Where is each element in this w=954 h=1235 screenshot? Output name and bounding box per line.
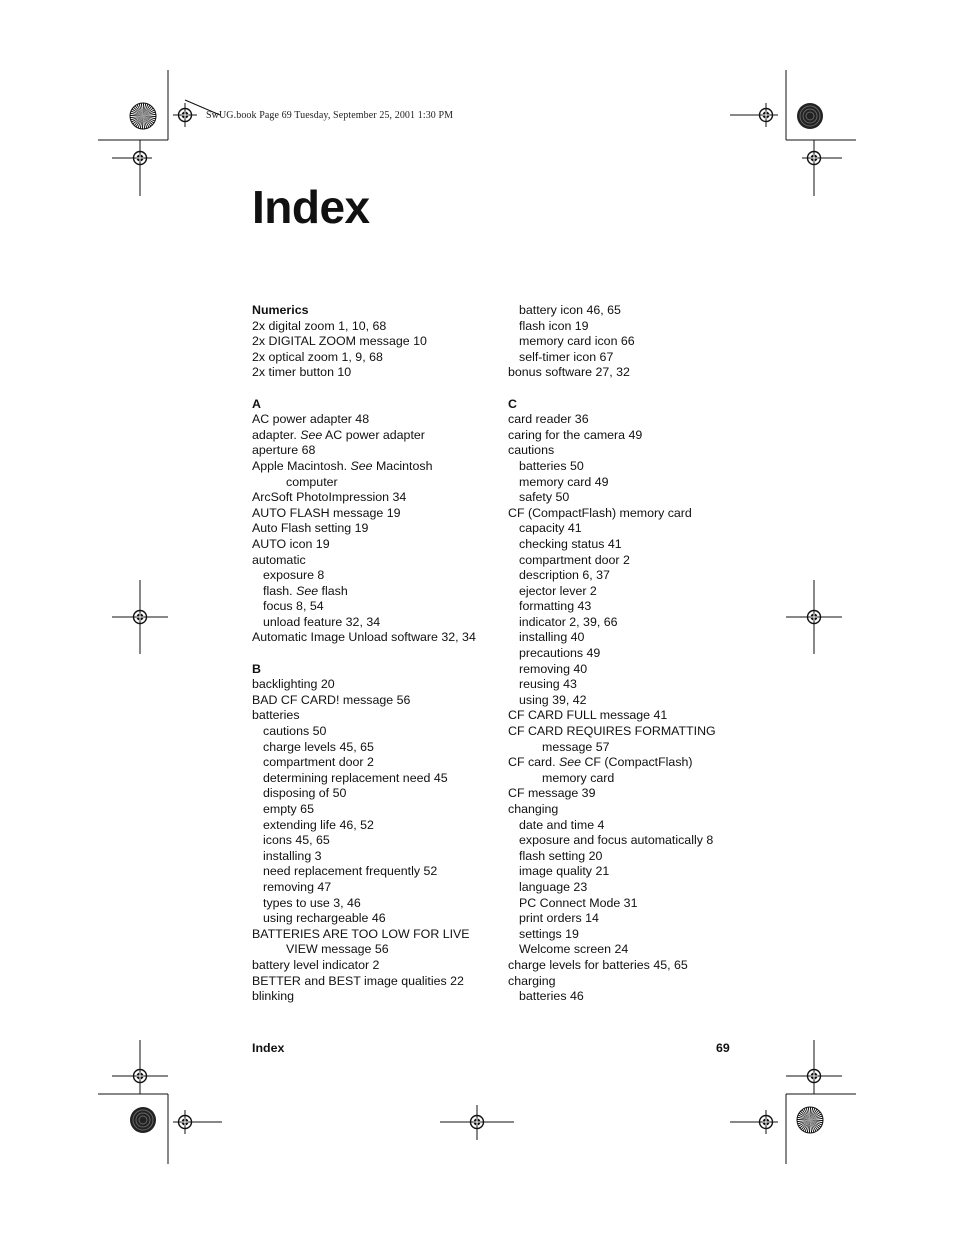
index-entry-continuation: memory card	[542, 770, 615, 785]
index-subentry: language 23	[519, 879, 588, 894]
index-subentry: using rechargeable 46	[263, 911, 386, 926]
index-subentry: unload feature 32, 34	[263, 614, 381, 629]
gray-dial-icon	[797, 103, 823, 129]
index-entry-text: flash	[318, 583, 348, 598]
index-entry: caring for the camera 49	[508, 427, 643, 442]
index-subentry	[252, 584, 502, 600]
index-entry: CF (CompactFlash) memory card	[508, 505, 692, 520]
index-entry: AUTO icon 19	[252, 536, 330, 551]
index-entry: battery level indicator 2	[252, 957, 380, 972]
index-entry	[508, 755, 748, 771]
section-gap	[252, 381, 502, 397]
index-subentry: batteries 46	[519, 989, 584, 1004]
registration-target-icon	[128, 605, 152, 629]
index-subentry: flash setting 20	[519, 848, 603, 863]
registration-target-icon	[173, 1110, 197, 1134]
index-entry: charge levels for batteries 45, 65	[508, 957, 688, 972]
index-entry-text: flash.	[263, 583, 297, 598]
index-subentry: flash icon 19	[519, 318, 589, 333]
index-subentry: exposure 8	[263, 568, 325, 583]
index-section-heading: B	[252, 661, 261, 676]
index-subentry: memory card icon 66	[519, 334, 635, 349]
cross-reference-see: See	[558, 755, 581, 770]
index-entry: changing	[508, 802, 559, 816]
index-entry: BAD CF CARD! message 56	[252, 692, 411, 707]
cross-reference-see: See	[296, 583, 319, 598]
index-entry: automatic	[252, 552, 306, 567]
index-section-heading: A	[252, 396, 261, 411]
index-entry-text: Macintosh	[372, 458, 433, 473]
index-subentry: ejector lever 2	[519, 583, 597, 598]
index-subentry: batteries 50	[519, 458, 584, 473]
registration-target-icon	[802, 1064, 826, 1088]
index-entry: BETTER and BEST image qualities 22	[252, 973, 464, 988]
cross-reference-see: See	[350, 458, 373, 473]
section-gap	[508, 381, 748, 397]
index-subentry: print orders 14	[519, 911, 599, 926]
registration-target-icon	[128, 1064, 152, 1088]
index-entry: CF CARD FULL message 41	[508, 708, 668, 723]
index-subentry: battery icon 46, 65	[519, 303, 621, 317]
index-subentry: capacity 41	[519, 521, 582, 536]
index-subentry: indicator 2, 39, 66	[519, 614, 618, 629]
index-subentry: self-timer icon 67	[519, 349, 614, 364]
color-starburst-icon	[797, 1107, 823, 1133]
index-subentry: installing 40	[519, 630, 585, 645]
cross-reference-see: See	[300, 427, 323, 442]
index-subentry: need replacement frequently 52	[263, 864, 438, 879]
index-subentry: date and time 4	[519, 817, 605, 832]
index-subentry: disposing of 50	[263, 786, 347, 801]
page-title: Index	[252, 181, 370, 233]
index-subentry: removing 47	[263, 879, 332, 894]
registration-target-icon	[465, 1110, 489, 1134]
page-number: 69	[716, 1041, 730, 1055]
index-subentry: description 6, 37	[519, 568, 610, 583]
registration-target-icon	[802, 605, 826, 629]
index-subentry: safety 50	[519, 490, 570, 505]
index-entry: bonus software 27, 32	[508, 365, 630, 380]
index-subentry: precautions 49	[519, 646, 601, 661]
index-entry: batteries	[252, 708, 300, 723]
index-entry-text: CF card.	[508, 755, 559, 770]
index-entry: aperture 68	[252, 443, 316, 458]
index-entry: CF message 39	[508, 786, 596, 801]
index-subentry: cautions 50	[263, 724, 327, 739]
index-subentry: formatting 43	[519, 599, 592, 614]
index-subentry: image quality 21	[519, 864, 610, 879]
index-column-right	[508, 303, 748, 1005]
index-entry-text: Apple Macintosh.	[252, 458, 351, 473]
index-entry-text: adapter.	[252, 427, 301, 442]
index-entry: BATTERIES ARE TOO LOW FOR LIVE	[252, 926, 470, 941]
registration-target-icon	[754, 1110, 778, 1134]
index-entry-text: AC power adapter	[322, 427, 425, 442]
index-entry-text: CF (CompactFlash)	[581, 755, 693, 770]
index-subentry: memory card 49	[519, 474, 609, 489]
index-entry: CF CARD REQUIRES FORMATTING	[508, 724, 716, 739]
index-entry: 2x timer button 10	[252, 365, 352, 380]
index-subentry: reusing 43	[519, 677, 577, 692]
index-entry	[252, 428, 502, 444]
index-subentry: PC Connect Mode 31	[519, 895, 638, 910]
index-subentry: using 39, 42	[519, 692, 587, 707]
index-subentry: exposure and focus automatically 8	[519, 833, 714, 848]
index-subentry: icons 45, 65	[263, 833, 330, 848]
index-entry-continuation: message 57	[542, 739, 610, 754]
index-entry: 2x optical zoom 1, 9, 68	[252, 349, 383, 364]
index-entry: AUTO FLASH message 19	[252, 505, 401, 520]
index-entry: card reader 36	[508, 412, 589, 427]
index-entry: Auto Flash setting 19	[252, 521, 369, 536]
index-subentry: removing 40	[519, 661, 588, 676]
index-subentry: Welcome screen 24	[519, 942, 629, 957]
index-subentry: determining replacement need 45	[263, 770, 448, 785]
index-entry-continuation: computer	[286, 474, 338, 489]
index-subentry: charge levels 45, 65	[263, 739, 374, 754]
index-entry: charging	[508, 973, 556, 988]
index-entry	[252, 459, 502, 475]
index-entry: backlighting 20	[252, 677, 335, 692]
section-gap	[252, 646, 502, 662]
index-subentry: settings 19	[519, 926, 579, 941]
index-column-left	[252, 303, 502, 1005]
index-subentry: focus 8, 54	[263, 599, 324, 614]
index-entry: ArcSoft PhotoImpression 34	[252, 490, 407, 505]
index-entry: Automatic Image Unload software 32, 34	[252, 630, 476, 645]
index-subentry: compartment door 2	[263, 755, 374, 770]
index-entry: blinking	[252, 989, 295, 1004]
index-subentry: compartment door 2	[519, 552, 630, 567]
index-entry: AC power adapter 48	[252, 412, 370, 427]
footer-section-title: Index	[252, 1041, 285, 1055]
index-subentry: extending life 46, 52	[263, 817, 374, 832]
print-slug: SwUG.book Page 69 Tuesday, September 25, 2001 1:30 PM	[206, 110, 454, 121]
index-subentry: installing 3	[263, 848, 322, 863]
index-subentry: empty 65	[263, 802, 314, 816]
registration-target-icon	[754, 103, 778, 127]
registration-target-icon	[128, 146, 152, 170]
index-subentry: checking status 41	[519, 536, 622, 551]
registration-target-icon	[802, 146, 826, 170]
registration-target-icon	[173, 103, 197, 127]
gray-dial-icon	[130, 1107, 156, 1133]
index-entry: 2x digital zoom 1, 10, 68	[252, 318, 387, 333]
index-subentry: types to use 3, 46	[263, 895, 361, 910]
index-entry: cautions	[508, 443, 555, 458]
index-section-heading: C	[508, 396, 517, 411]
index-section-heading: Numerics	[252, 303, 309, 317]
index-entry-continuation: VIEW message 56	[286, 942, 389, 957]
color-starburst-icon	[130, 103, 156, 129]
index-entry: 2x DIGITAL ZOOM message 10	[252, 334, 427, 349]
